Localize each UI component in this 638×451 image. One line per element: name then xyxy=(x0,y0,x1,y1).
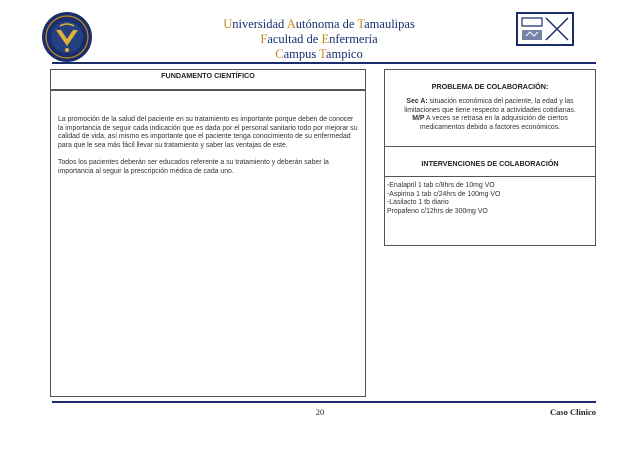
intervention-item: -Enalapril 1 tab c/8hrs de 10mg VO xyxy=(387,182,495,189)
mp-text: A veces se retrasa en la adquisición de ciertos medicamentos debido a factores económicos. xyxy=(419,115,568,132)
fundamento-paragraph-1: La promoción de la salud del paciente en su tratamiento es importante porque deben de conocer la importancia de seguir cada indicación que es dada por el personal sanitario todo por mejorar su calidad de vida, así mismo es importante que el paciente tenga conocimiento de su enfermedad para que le sea más fácil llevar su tratamiento y saber las ventajas de este. xyxy=(58,116,358,150)
problem-sec xyxy=(389,98,591,115)
university-seal-icon xyxy=(40,10,94,64)
intervention-item: Propafeno c/12hrs de 300mg VO xyxy=(387,208,488,216)
sec-text: situación económica del paciente, la edad y las limitaciones que tiene respecto a actividades cotidianas. xyxy=(404,98,576,114)
footer-label: Caso Clínico xyxy=(549,407,596,417)
sec-label: Sec A: xyxy=(406,98,428,105)
header-line xyxy=(52,62,596,64)
fundamento-body-box xyxy=(50,90,366,397)
fundamento-title: FUNDAMENTO CIENTÍFICO xyxy=(161,71,255,80)
document-header xyxy=(150,17,488,62)
university-name: Universidad Autónoma de Tamaulipas xyxy=(223,17,415,31)
intervention-item: -Aspirina 1 tab c/24hrs de 100mg VO xyxy=(387,190,501,198)
interventions-title: INTERVENCIONES DE COLABORACIÓN xyxy=(421,159,559,168)
footer-line xyxy=(52,401,596,403)
problem-mp xyxy=(389,115,591,132)
faculty-logo-icon xyxy=(516,12,574,46)
mp-label: M/P xyxy=(412,115,425,123)
colaboracion-box xyxy=(384,69,596,246)
right-divider-2 xyxy=(385,176,595,177)
page-number: 20 xyxy=(315,407,325,417)
intervention-item: -Lasilacto 1 tb diario xyxy=(387,199,449,207)
problem-title: PROBLEMA DE COLABORACIÓN: xyxy=(431,82,549,91)
fundamento-paragraph-2: Todos los pacientes deberán ser educados referente a su tratamiento y deberán saber la importancia al seguir la prescripción médica de cada uno. xyxy=(58,158,329,175)
campus-name: Campus Tampico xyxy=(275,47,363,61)
fundamento-title-box xyxy=(50,69,366,90)
faculty-name: Facultad de Enfermería xyxy=(260,32,378,46)
interventions-list xyxy=(387,182,500,217)
right-divider-1 xyxy=(385,146,595,147)
